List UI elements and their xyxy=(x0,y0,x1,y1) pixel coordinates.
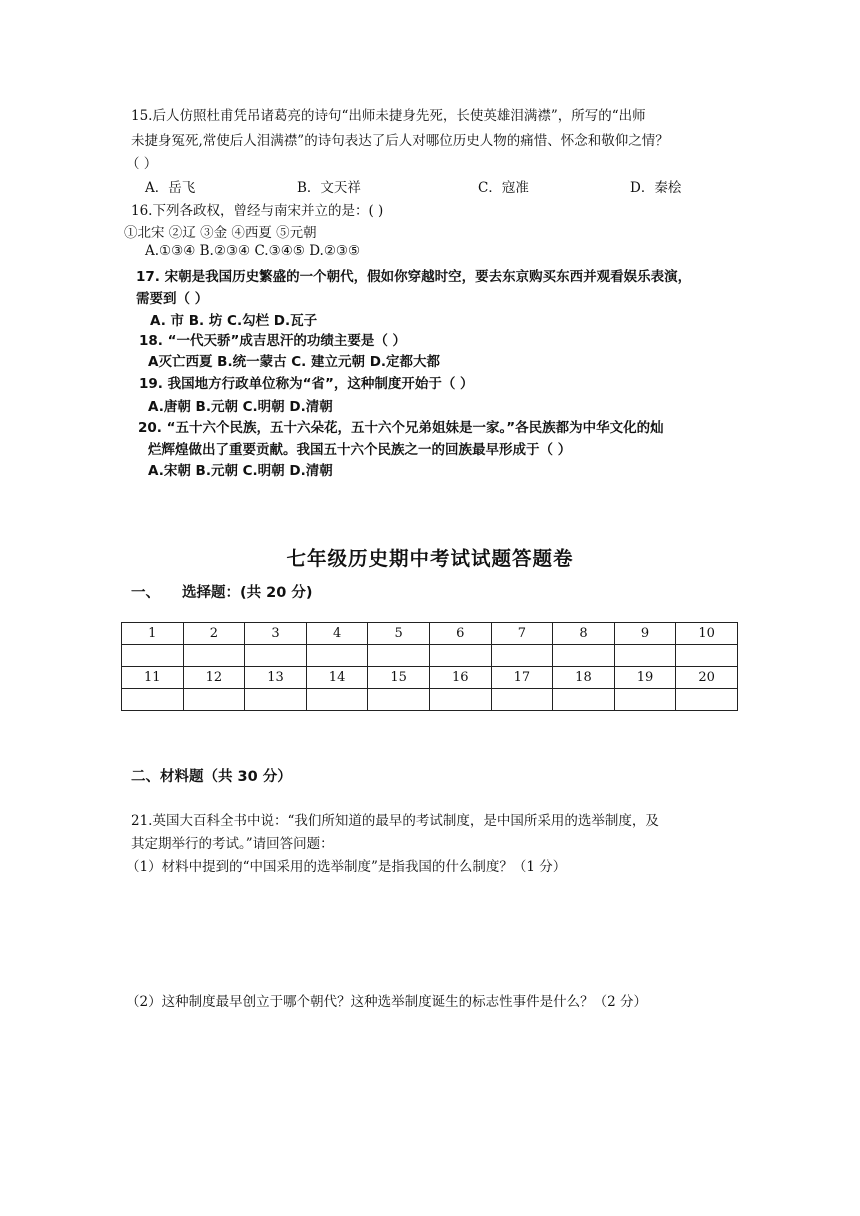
q19-line1: 19. 我国地方行政单位称为“省”，这种制度开始于（ ） xyxy=(139,376,474,392)
answer-cell[interactable] xyxy=(614,645,676,667)
answer-cell[interactable] xyxy=(183,689,245,711)
q16-line2: ①北宋 ②辽 ③金 ④西夏 ⑤元朝 xyxy=(124,225,317,241)
answer-cell[interactable] xyxy=(306,689,368,711)
grid-number-cell: 16 xyxy=(429,667,491,689)
q17-line2: 需要到（ ） xyxy=(136,291,209,307)
grid-number-cell: 1 xyxy=(122,623,184,645)
grid-number-cell: 13 xyxy=(245,667,307,689)
grid-number-cell: 19 xyxy=(614,667,676,689)
answer-cell[interactable] xyxy=(553,645,615,667)
q15-option-d: D．秦桧 xyxy=(630,180,682,196)
q15-line2: 未捷身冤死,常使后人泪满襟”的诗句表达了后人对哪位历史人物的痛惜、怀念和敬仰之情？ xyxy=(131,133,669,149)
q16-options: A.①③④ B.②③④ C.③④⑤ D.②③⑤ xyxy=(145,243,361,259)
answer-grid-blank-row-2 xyxy=(122,689,738,711)
q20-options: A.宋朝 B.元朝 C.明朝 D.清朝 xyxy=(148,463,333,479)
grid-number-cell: 18 xyxy=(553,667,615,689)
answer-cell[interactable] xyxy=(553,689,615,711)
grid-number-cell: 9 xyxy=(614,623,676,645)
grid-number-cell: 10 xyxy=(676,623,738,645)
q21-line2: 其定期举行的考试。”请回答问题： xyxy=(131,836,334,852)
answer-cell[interactable] xyxy=(429,645,491,667)
grid-number-cell: 3 xyxy=(245,623,307,645)
q17-options: A. 市 B. 坊 C.勾栏 D.瓦子 xyxy=(150,313,318,329)
q15-option-b: B．文天祥 xyxy=(297,180,361,196)
answer-cell[interactable] xyxy=(676,689,738,711)
answer-grid-header-row-1 xyxy=(122,623,738,645)
q19-options: A.唐朝 B.元朝 C.明朝 D.清朝 xyxy=(148,399,333,415)
answer-cell[interactable] xyxy=(368,645,430,667)
grid-number-cell: 14 xyxy=(306,667,368,689)
answer-cell[interactable] xyxy=(122,645,184,667)
q18-options: A灭亡西夏 B.统一蒙古 C. 建立元朝 D.定都大都 xyxy=(148,354,441,370)
answer-cell[interactable] xyxy=(122,689,184,711)
section2-heading: 二、材料题（共 30 分） xyxy=(131,769,292,785)
section1-label: 选择题：(共 20 分) xyxy=(182,585,313,601)
q15-line3: （ ） xyxy=(126,156,158,172)
answer-cell[interactable] xyxy=(245,689,307,711)
answer-cell[interactable] xyxy=(614,689,676,711)
grid-number-cell: 2 xyxy=(183,623,245,645)
grid-number-cell: 6 xyxy=(429,623,491,645)
answer-cell[interactable] xyxy=(429,689,491,711)
grid-number-cell: 11 xyxy=(122,667,184,689)
answer-cell[interactable] xyxy=(491,689,553,711)
answer-cell[interactable] xyxy=(368,689,430,711)
q20-line1: 20. “五十六个民族，五十六朵花，五十六个兄弟姐妹是一家。”各民族都为中华文化的灿 xyxy=(138,420,664,436)
answer-cell[interactable] xyxy=(183,645,245,667)
answer-grid xyxy=(121,622,738,711)
grid-number-cell: 8 xyxy=(553,623,615,645)
grid-number-cell: 17 xyxy=(491,667,553,689)
grid-number-cell: 20 xyxy=(676,667,738,689)
q15-option-a: A．岳飞 xyxy=(145,180,196,196)
answer-grid-blank-row-1 xyxy=(122,645,738,667)
q20-line2: 烂辉煌做出了重要贡献。我国五十六个民族之一的回族最早形成于（ ） xyxy=(148,442,572,458)
grid-number-cell: 7 xyxy=(491,623,553,645)
q21-line1: 21.英国大百科全书中说：“我们所知道的最早的考试制度，是中国所采用的选举制度，及 xyxy=(131,813,659,829)
q21-subquestion-1: （1）材料中提到的“中国采用的选举制度”是指我国的什么制度？（1 分） xyxy=(126,859,567,875)
q16-line1: 16.下列各政权，曾经与南宋并立的是：( ) xyxy=(131,203,384,219)
answer-cell[interactable] xyxy=(306,645,368,667)
answer-sheet-title: 七年级历史期中考试试题答题卷 xyxy=(286,547,574,570)
grid-number-cell: 12 xyxy=(183,667,245,689)
grid-number-cell: 5 xyxy=(368,623,430,645)
grid-number-cell: 15 xyxy=(368,667,430,689)
q18-line1: 18. “一代天骄”成吉思汗的功绩主要是（ ） xyxy=(139,333,407,349)
q21-subquestion-2: （2）这种制度最早创立于哪个朝代？这种选举制度诞生的标志性事件是什么？（2 分） xyxy=(126,994,647,1010)
q15-option-c: C．寇准 xyxy=(478,180,529,196)
answer-cell[interactable] xyxy=(676,645,738,667)
answer-cell[interactable] xyxy=(245,645,307,667)
q15-line1: 15.后人仿照杜甫凭吊诸葛亮的诗句“出师未捷身先死，长使英雄泪满襟”，所写的“出师 xyxy=(131,108,646,124)
q17-line1: 17. 宋朝是我国历史繁盛的一个朝代，假如你穿越时空，要去东京购买东西并观看娱乐表演， xyxy=(136,269,692,285)
grid-number-cell: 4 xyxy=(306,623,368,645)
answer-grid-header-row-2 xyxy=(122,667,738,689)
answer-cell[interactable] xyxy=(491,645,553,667)
section1-number: 一、 xyxy=(131,585,160,601)
